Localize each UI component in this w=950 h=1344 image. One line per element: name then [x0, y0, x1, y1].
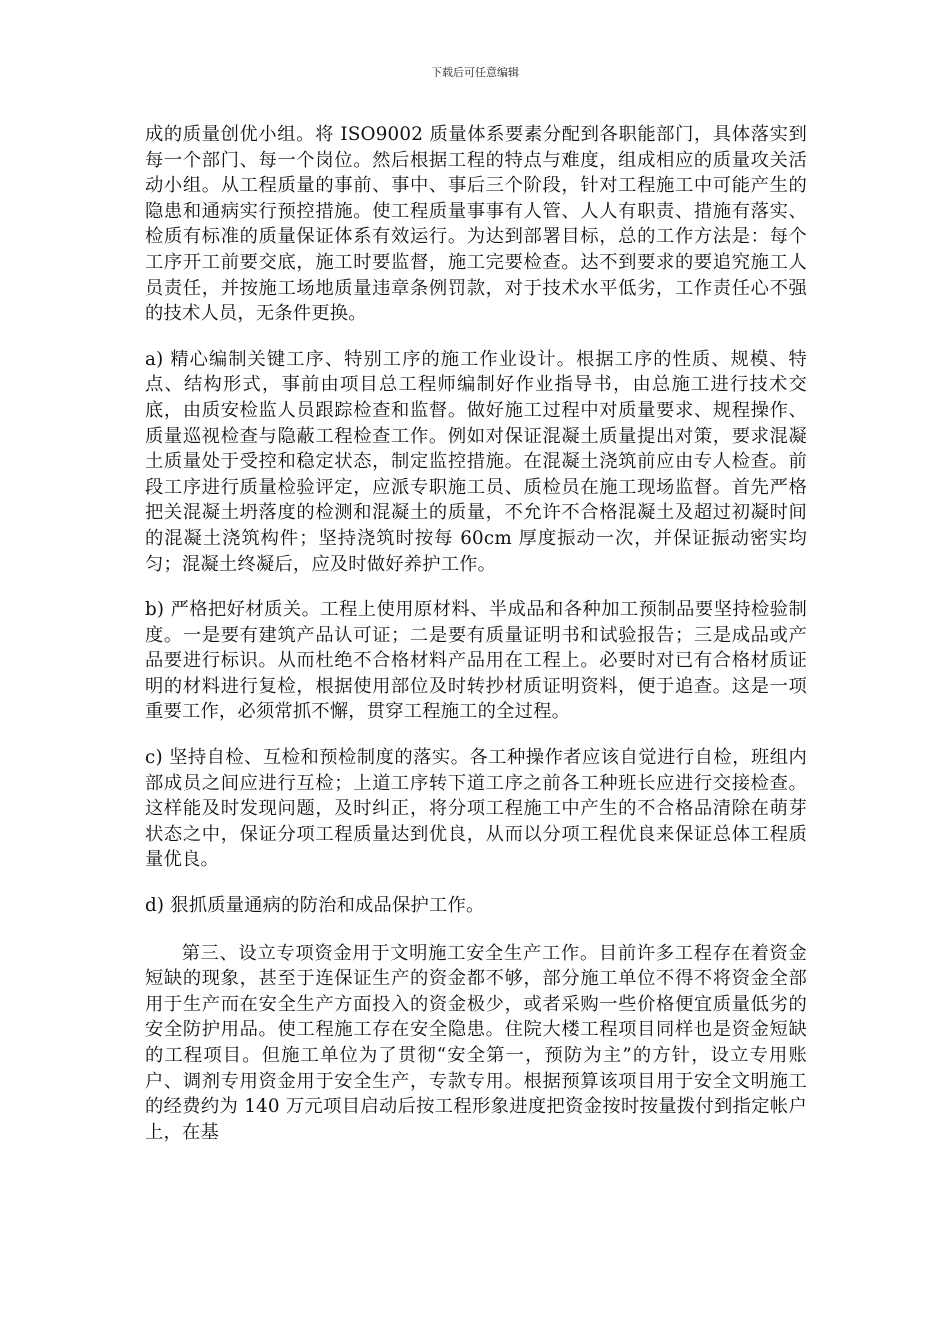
paragraph-quality-system: 成的质量创优小组。将 ISO9002 质量体系要素分配到各职能部门，具体落实到每一个部门、每一个岗位。然后根据工程的特点与难度，组成相应的质量攻关活动小组。从工程质量的事前、事中、事后三个阶段，针对工程施工中可能产生的隐患和通病实行预控措施。使工程质量事事有人管、人人有职责、措施有落实、检质有标准的质量保证体系有效运行。为达到部署目标，总的工作方法是：每个工序开工前要交底，施工时要监督，施工完要检查。达不到要求的要追究施工人员责任，并按施工场地质量违章条例罚款，对于技术水平低劣，工作责任心不强的技术人员，无条件更换。	[145, 124, 807, 325]
paragraph-item-c: c) 坚持自检、互检和预检制度的落实。各工种操作者应该自觉进行自检，班组内部成员之间应进行互检；上道工序转下道工序之前各工种班长应进行交接检查。这样能及时发现问题，及时纠正，将分项工程施工中产生的不合格品清除在萌芽状态之中，保证分项工程质量达到优良，从而以分项工程优良来保证总体工程质量优良。	[145, 747, 807, 871]
page-header: 下载后可任意编辑	[431, 66, 519, 79]
document-body	[145, 122, 807, 1165]
paragraph-section-three: 第三、设立专项资金用于文明施工安全生产工作。目前许多工程存在着资金短缺的现象，甚至于连保证生产的资金都不够，部分施工单位不得不将资金全部用于生产而在安全生产方面投入的资金极少，或者采购一些价格便宜质量低劣的安全防护用品。使工程施工存在安全隐患。住院大楼工程项目同样也是资金短缺的工程项目。但施工单位为了贯彻“安全第一，预防为主”的方针，设立专用账户、调剂专用资金用于安全生产，专款专用。根据预算该项目用于安全文明施工的经费约为 140 万元项目启动后按工程形象进度把资金按时按量拨付到指定帐户上，在基	[145, 942, 807, 1143]
paragraph-item-a: a) 精心编制关键工序、特别工序的施工作业设计。根据工序的性质、规模、特点、结构形式，事前由项目总工程师编制好作业指导书，由总施工进行技术交底，由质安检监人员跟踪检查和监督。做好施工过程中对质量要求、规程操作、质量巡视检查与隐蔽工程检查工作。例如对保证混凝土质量提出对策，要求混凝土质量处于受控和稳定状态，制定监控措施。在混凝土浇筑前应由专人检查。前段工序进行质量检验评定，应派专职施工员、质检员在施工现场监督。首先严格把关混凝土坍落度的检测和混凝土的质量，不允许不合格混凝土及超过初凝时间的混凝土浇筑构件；坚持浇筑时按每 60cm 厚度振动一次，并保证振动密实均匀；混凝土终凝后，应及时做好养护工作。	[145, 348, 807, 575]
paragraph-item-d: d) 狠抓质量通病的防治和成品保护工作。	[145, 895, 485, 917]
paragraph-item-b: b) 严格把好材质关。工程上使用原材料、半成品和各种加工预制品要坚持检验制度。一是要有建筑产品认可证；二是要有质量证明书和试验报告；三是成品或产品要进行标识。从而杜绝不合格材料产品用在工程上。必要时对已有合格材质证明的材料进行复检，根据使用部位及时转抄材质证明资料，便于追查。这是一项重要工作，必须常抓不懈，贯穿工程施工的全过程。	[145, 599, 807, 723]
